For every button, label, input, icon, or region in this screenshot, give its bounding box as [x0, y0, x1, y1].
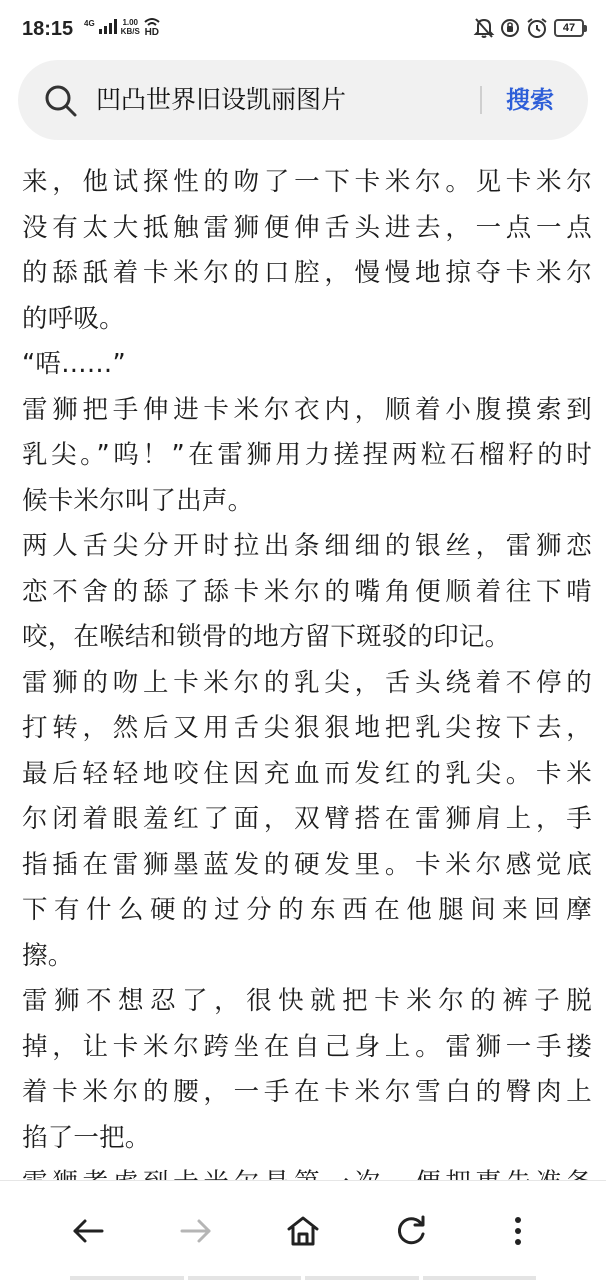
status-time: 18:15 [22, 18, 74, 40]
article-content[interactable] [0, 150, 606, 1180]
article-line: 咬，在喉结和锁骨的地方留下斑驳的印记。 [22, 622, 511, 652]
status-bar [0, 0, 606, 60]
article-line: 着卡米尔的腰，一手在卡米尔雪白的臀肉上 [22, 1077, 592, 1107]
article-line: 来，他试探性的吻了一下卡米尔。见卡米尔 [22, 167, 592, 197]
search-divider [480, 86, 482, 114]
battery-icon: 47 [554, 19, 584, 37]
article-line: 最后轻轻地咬住因充血而发红的乳尖。卡米 [22, 758, 592, 789]
article-line: 雷狮的吻上卡米尔的乳尖，舌头绕着不停的 [22, 667, 592, 698]
forward-button[interactable] [174, 1209, 218, 1253]
article-line: 恋不舍的舔了舔卡米尔的嘴角便顺着往下啃 [22, 576, 592, 607]
article-line: 擦。 [22, 940, 74, 971]
more-vertical-icon [513, 1216, 523, 1246]
wifi-hd-indicator [144, 18, 160, 38]
back-button[interactable] [66, 1209, 110, 1253]
home-icon [286, 1215, 320, 1247]
network-indicator [84, 18, 160, 38]
arrow-left-icon [72, 1217, 104, 1245]
home-button[interactable] [281, 1209, 325, 1253]
network-type-label: 4G [84, 19, 95, 28]
article-line: 两人舌尖分开时拉出条细细的银丝，雷狮恋 [22, 531, 592, 561]
network-speed [121, 18, 140, 36]
article-line: 尔闭着眼羞红了面，双臂搭在雷狮肩上，手 [22, 804, 592, 834]
search-bar[interactable] [18, 60, 588, 140]
more-menu-button[interactable] [496, 1209, 540, 1253]
article-line: 雷狮不想忍了，很快就把卡米尔的裤子脱 [22, 986, 592, 1016]
article-line: 的呼吸。 [22, 303, 125, 334]
arrow-right-icon [180, 1217, 212, 1245]
article-line: 掉，让卡米尔跨坐在自己身上。雷狮一手搂 [22, 1031, 592, 1062]
data-saver-icon [500, 18, 520, 38]
alarm-icon [526, 17, 548, 39]
bell-muted-icon [474, 17, 494, 39]
search-input[interactable]: 凹凸世界旧设凯丽图片 [96, 85, 347, 114]
article-line: 下有什么硬的过分的东西在他腿间来回摩 [22, 895, 592, 925]
article-line: 掐了一把。 [22, 1122, 151, 1153]
article-text [22, 160, 592, 1207]
network-speed-value: 1.00 [122, 18, 139, 27]
article-line: 候卡米尔叫了出声。 [22, 485, 254, 516]
network-speed-unit: KB/S [120, 27, 140, 36]
article-line: 乳尖。”呜！”在雷狮用力搓捏两粒石榴籽的时 [22, 440, 592, 470]
article-line: “唔……” [22, 349, 126, 379]
status-icons [474, 17, 584, 39]
search-icon[interactable] [44, 84, 78, 118]
bottom-navigation-bar [0, 1180, 606, 1280]
refresh-button[interactable] [389, 1209, 433, 1253]
hd-label: HD [144, 27, 160, 38]
search-button[interactable]: 搜索 [506, 86, 554, 114]
refresh-icon [394, 1214, 428, 1248]
article-line: 的舔舐着卡米尔的口腔，慢慢地掠夺卡米尔 [22, 258, 592, 288]
article-line: 指插在雷狮墨蓝发的硬发里。卡米尔感觉底 [22, 849, 592, 880]
bottom-edge-indicator [70, 1276, 536, 1280]
article-line: 没有太大抵触雷狮便伸舌头进去，一点一点 [22, 212, 592, 243]
article-line: 雷狮把手伸进卡米尔衣内，顺着小腹摸索到 [22, 394, 592, 425]
article-line: 打转，然后又用舌尖狠狠地把乳尖按下去， [22, 713, 592, 743]
signal-icon [99, 18, 117, 34]
